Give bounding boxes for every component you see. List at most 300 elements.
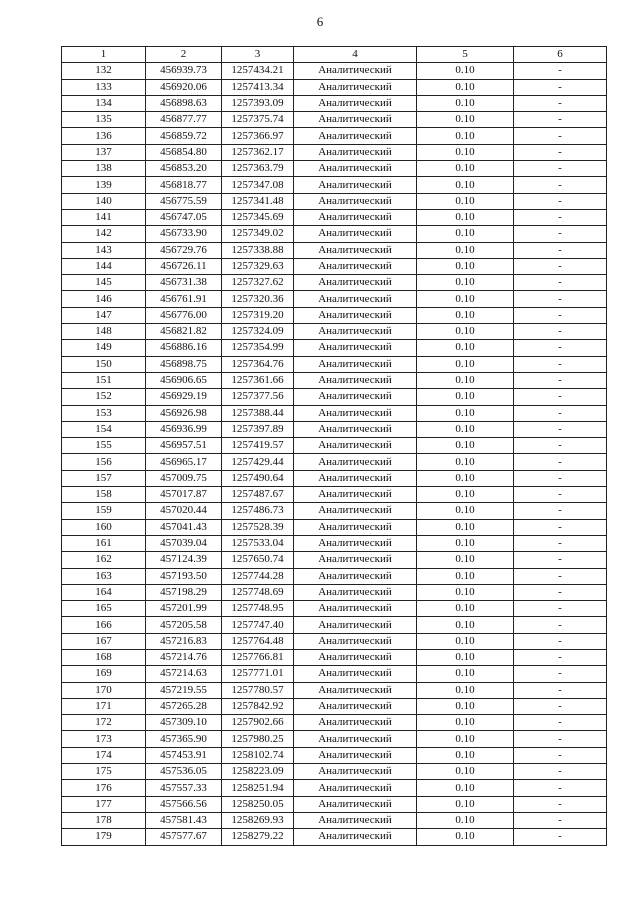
table-row — [62, 601, 607, 617]
x-coordinate-cell: 457017.87 — [146, 487, 222, 503]
point-number-cell: 155 — [62, 438, 146, 454]
table-row — [62, 617, 607, 633]
point-number-cell: 134 — [62, 95, 146, 111]
column-header: 3 — [222, 47, 294, 63]
point-number-cell: 169 — [62, 666, 146, 682]
method-cell: Аналитический — [294, 307, 417, 323]
note-cell: - — [514, 307, 607, 323]
accuracy-cell: 0.10 — [417, 470, 514, 486]
accuracy-cell: 0.10 — [417, 633, 514, 649]
point-number-cell: 138 — [62, 161, 146, 177]
note-cell: - — [514, 144, 607, 160]
method-cell: Аналитический — [294, 372, 417, 388]
accuracy-cell: 0.10 — [417, 747, 514, 763]
note-cell: - — [514, 601, 607, 617]
method-cell: Аналитический — [294, 242, 417, 258]
method-cell: Аналитический — [294, 405, 417, 421]
point-number-cell: 173 — [62, 731, 146, 747]
method-cell: Аналитический — [294, 780, 417, 796]
point-number-cell: 178 — [62, 812, 146, 828]
point-number-cell: 159 — [62, 503, 146, 519]
method-cell: Аналитический — [294, 796, 417, 812]
point-number-cell: 153 — [62, 405, 146, 421]
point-number-cell: 167 — [62, 633, 146, 649]
table-row — [62, 438, 607, 454]
point-number-cell: 161 — [62, 535, 146, 551]
x-coordinate-cell: 456775.59 — [146, 193, 222, 209]
note-cell: - — [514, 780, 607, 796]
y-coordinate-cell: 1257650.74 — [222, 552, 294, 568]
x-coordinate-cell: 457198.29 — [146, 584, 222, 600]
point-number-cell: 162 — [62, 552, 146, 568]
method-cell: Аналитический — [294, 389, 417, 405]
point-number-cell: 142 — [62, 226, 146, 242]
column-header: 6 — [514, 47, 607, 63]
accuracy-cell: 0.10 — [417, 454, 514, 470]
note-cell: - — [514, 405, 607, 421]
point-number-cell: 135 — [62, 112, 146, 128]
accuracy-cell: 0.10 — [417, 161, 514, 177]
method-cell: Аналитический — [294, 812, 417, 828]
point-number-cell: 176 — [62, 780, 146, 796]
note-cell: - — [514, 470, 607, 486]
method-cell: Аналитический — [294, 584, 417, 600]
y-coordinate-cell: 1257320.36 — [222, 291, 294, 307]
note-cell: - — [514, 291, 607, 307]
x-coordinate-cell: 457219.55 — [146, 682, 222, 698]
point-number-cell: 149 — [62, 340, 146, 356]
method-cell: Аналитический — [294, 829, 417, 845]
x-coordinate-cell: 457214.63 — [146, 666, 222, 682]
accuracy-cell: 0.10 — [417, 291, 514, 307]
note-cell: - — [514, 503, 607, 519]
table-row — [62, 666, 607, 682]
x-coordinate-cell: 457577.67 — [146, 829, 222, 845]
accuracy-cell: 0.10 — [417, 421, 514, 437]
point-number-cell: 158 — [62, 487, 146, 503]
note-cell: - — [514, 209, 607, 225]
y-coordinate-cell: 1257429.44 — [222, 454, 294, 470]
table-row — [62, 780, 607, 796]
x-coordinate-cell: 456936.99 — [146, 421, 222, 437]
point-number-cell: 143 — [62, 242, 146, 258]
accuracy-cell: 0.10 — [417, 258, 514, 274]
y-coordinate-cell: 1257377.56 — [222, 389, 294, 405]
note-cell: - — [514, 764, 607, 780]
page-number: 6 — [316, 14, 324, 29]
point-number-cell: 177 — [62, 796, 146, 812]
x-coordinate-cell: 457124.39 — [146, 552, 222, 568]
table-row — [62, 812, 607, 828]
method-cell: Аналитический — [294, 682, 417, 698]
table-row — [62, 682, 607, 698]
method-cell: Аналитический — [294, 340, 417, 356]
note-cell: - — [514, 584, 607, 600]
note-cell: - — [514, 112, 607, 128]
table-row — [62, 340, 607, 356]
y-coordinate-cell: 1257842.92 — [222, 698, 294, 714]
table-row — [62, 421, 607, 437]
note-cell: - — [514, 372, 607, 388]
x-coordinate-cell: 456726.11 — [146, 258, 222, 274]
y-coordinate-cell: 1257434.21 — [222, 63, 294, 79]
y-coordinate-cell: 1257487.67 — [222, 487, 294, 503]
accuracy-cell: 0.10 — [417, 715, 514, 731]
y-coordinate-cell: 1257329.63 — [222, 258, 294, 274]
accuracy-cell: 0.10 — [417, 764, 514, 780]
x-coordinate-cell: 456747.05 — [146, 209, 222, 225]
y-coordinate-cell: 1257780.57 — [222, 682, 294, 698]
method-cell: Аналитический — [294, 731, 417, 747]
accuracy-cell: 0.10 — [417, 372, 514, 388]
x-coordinate-cell: 457265.28 — [146, 698, 222, 714]
note-cell: - — [514, 242, 607, 258]
y-coordinate-cell: 1257364.76 — [222, 356, 294, 372]
point-number-cell: 165 — [62, 601, 146, 617]
method-cell: Аналитический — [294, 356, 417, 372]
method-cell: Аналитический — [294, 617, 417, 633]
method-cell: Аналитический — [294, 715, 417, 731]
accuracy-cell: 0.10 — [417, 812, 514, 828]
table-row — [62, 242, 607, 258]
x-coordinate-cell: 456733.90 — [146, 226, 222, 242]
point-number-cell: 137 — [62, 144, 146, 160]
y-coordinate-cell: 1257341.48 — [222, 193, 294, 209]
accuracy-cell: 0.10 — [417, 63, 514, 79]
x-coordinate-cell: 456818.77 — [146, 177, 222, 193]
x-coordinate-cell: 457365.90 — [146, 731, 222, 747]
x-coordinate-cell: 456859.72 — [146, 128, 222, 144]
accuracy-cell: 0.10 — [417, 275, 514, 291]
point-number-cell: 164 — [62, 584, 146, 600]
table-row — [62, 829, 607, 845]
method-cell: Аналитический — [294, 95, 417, 111]
x-coordinate-cell: 457309.10 — [146, 715, 222, 731]
method-cell: Аналитический — [294, 568, 417, 584]
x-coordinate-cell: 456821.82 — [146, 324, 222, 340]
note-cell: - — [514, 731, 607, 747]
note-cell: - — [514, 63, 607, 79]
y-coordinate-cell: 1257766.81 — [222, 649, 294, 665]
accuracy-cell: 0.10 — [417, 144, 514, 160]
method-cell: Аналитический — [294, 535, 417, 551]
note-cell: - — [514, 438, 607, 454]
y-coordinate-cell: 1257347.08 — [222, 177, 294, 193]
table-row — [62, 112, 607, 128]
note-cell: - — [514, 177, 607, 193]
y-coordinate-cell: 1257771.01 — [222, 666, 294, 682]
method-cell: Аналитический — [294, 698, 417, 714]
y-coordinate-cell: 1257327.62 — [222, 275, 294, 291]
point-number-cell: 157 — [62, 470, 146, 486]
note-cell: - — [514, 747, 607, 763]
table-header — [62, 47, 607, 63]
note-cell: - — [514, 552, 607, 568]
x-coordinate-cell: 456965.17 — [146, 454, 222, 470]
method-cell: Аналитический — [294, 666, 417, 682]
point-number-cell: 171 — [62, 698, 146, 714]
accuracy-cell: 0.10 — [417, 584, 514, 600]
y-coordinate-cell: 1257375.74 — [222, 112, 294, 128]
note-cell: - — [514, 617, 607, 633]
accuracy-cell: 0.10 — [417, 112, 514, 128]
table-row — [62, 324, 607, 340]
x-coordinate-cell: 456898.75 — [146, 356, 222, 372]
method-cell: Аналитический — [294, 291, 417, 307]
note-cell: - — [514, 193, 607, 209]
x-coordinate-cell: 457009.75 — [146, 470, 222, 486]
table-row — [62, 95, 607, 111]
accuracy-cell: 0.10 — [417, 356, 514, 372]
note-cell: - — [514, 487, 607, 503]
method-cell: Аналитический — [294, 112, 417, 128]
accuracy-cell: 0.10 — [417, 682, 514, 698]
y-coordinate-cell: 1257388.44 — [222, 405, 294, 421]
note-cell: - — [514, 649, 607, 665]
point-number-cell: 136 — [62, 128, 146, 144]
x-coordinate-cell: 456926.98 — [146, 405, 222, 421]
method-cell: Аналитический — [294, 470, 417, 486]
x-coordinate-cell: 456929.19 — [146, 389, 222, 405]
point-number-cell: 151 — [62, 372, 146, 388]
y-coordinate-cell: 1257362.17 — [222, 144, 294, 160]
point-number-cell: 145 — [62, 275, 146, 291]
method-cell: Аналитический — [294, 421, 417, 437]
table-row — [62, 584, 607, 600]
y-coordinate-cell: 1257980.25 — [222, 731, 294, 747]
y-coordinate-cell: 1258102.74 — [222, 747, 294, 763]
table-row — [62, 209, 607, 225]
accuracy-cell: 0.10 — [417, 226, 514, 242]
note-cell: - — [514, 682, 607, 698]
method-cell: Аналитический — [294, 454, 417, 470]
note-cell: - — [514, 698, 607, 714]
y-coordinate-cell: 1257748.69 — [222, 584, 294, 600]
column-header: 4 — [294, 47, 417, 63]
x-coordinate-cell: 456906.65 — [146, 372, 222, 388]
y-coordinate-cell: 1258269.93 — [222, 812, 294, 828]
table-row — [62, 503, 607, 519]
note-cell: - — [514, 829, 607, 845]
note-cell: - — [514, 796, 607, 812]
point-number-cell: 147 — [62, 307, 146, 323]
x-coordinate-cell: 457536.05 — [146, 764, 222, 780]
method-cell: Аналитический — [294, 552, 417, 568]
table-row — [62, 796, 607, 812]
point-number-cell: 148 — [62, 324, 146, 340]
table-row — [62, 128, 607, 144]
method-cell: Аналитический — [294, 161, 417, 177]
note-cell: - — [514, 454, 607, 470]
x-coordinate-cell: 457557.33 — [146, 780, 222, 796]
table-row — [62, 698, 607, 714]
column-header: 1 — [62, 47, 146, 63]
method-cell: Аналитический — [294, 487, 417, 503]
x-coordinate-cell: 457201.99 — [146, 601, 222, 617]
point-number-cell: 175 — [62, 764, 146, 780]
table-row — [62, 226, 607, 242]
method-cell: Аналитический — [294, 144, 417, 160]
table-row — [62, 372, 607, 388]
column-header: 5 — [417, 47, 514, 63]
header-row — [62, 47, 607, 63]
table-body — [62, 63, 607, 845]
method-cell: Аналитический — [294, 193, 417, 209]
method-cell: Аналитический — [294, 324, 417, 340]
table-row — [62, 454, 607, 470]
method-cell: Аналитический — [294, 79, 417, 95]
point-number-cell: 144 — [62, 258, 146, 274]
table-row — [62, 552, 607, 568]
note-cell: - — [514, 340, 607, 356]
table-row — [62, 144, 607, 160]
table-row — [62, 747, 607, 763]
accuracy-cell: 0.10 — [417, 535, 514, 551]
accuracy-cell: 0.10 — [417, 649, 514, 665]
y-coordinate-cell: 1257528.39 — [222, 519, 294, 535]
coordinates-table — [61, 46, 607, 846]
note-cell: - — [514, 79, 607, 95]
table-row — [62, 649, 607, 665]
x-coordinate-cell: 456886.16 — [146, 340, 222, 356]
y-coordinate-cell: 1257338.88 — [222, 242, 294, 258]
x-coordinate-cell: 456761.91 — [146, 291, 222, 307]
y-coordinate-cell: 1257748.95 — [222, 601, 294, 617]
note-cell: - — [514, 715, 607, 731]
x-coordinate-cell: 457041.43 — [146, 519, 222, 535]
point-number-cell: 141 — [62, 209, 146, 225]
point-number-cell: 179 — [62, 829, 146, 845]
table-row — [62, 535, 607, 551]
x-coordinate-cell: 457020.44 — [146, 503, 222, 519]
y-coordinate-cell: 1258250.05 — [222, 796, 294, 812]
y-coordinate-cell: 1257366.97 — [222, 128, 294, 144]
accuracy-cell: 0.10 — [417, 389, 514, 405]
y-coordinate-cell: 1257486.73 — [222, 503, 294, 519]
table-row — [62, 633, 607, 649]
accuracy-cell: 0.10 — [417, 177, 514, 193]
method-cell: Аналитический — [294, 258, 417, 274]
x-coordinate-cell: 457453.91 — [146, 747, 222, 763]
table-row — [62, 63, 607, 79]
x-coordinate-cell: 457216.83 — [146, 633, 222, 649]
point-number-cell: 174 — [62, 747, 146, 763]
table-row — [62, 487, 607, 503]
accuracy-cell: 0.10 — [417, 780, 514, 796]
accuracy-cell: 0.10 — [417, 617, 514, 633]
method-cell: Аналитический — [294, 747, 417, 763]
accuracy-cell: 0.10 — [417, 324, 514, 340]
x-coordinate-cell: 457039.04 — [146, 535, 222, 551]
x-coordinate-cell: 457214.76 — [146, 649, 222, 665]
note-cell: - — [514, 258, 607, 274]
note-cell: - — [514, 812, 607, 828]
y-coordinate-cell: 1257393.09 — [222, 95, 294, 111]
x-coordinate-cell: 456920.06 — [146, 79, 222, 95]
y-coordinate-cell: 1257764.48 — [222, 633, 294, 649]
point-number-cell: 152 — [62, 389, 146, 405]
accuracy-cell: 0.10 — [417, 193, 514, 209]
x-coordinate-cell: 457205.58 — [146, 617, 222, 633]
method-cell: Аналитический — [294, 128, 417, 144]
table-row — [62, 405, 607, 421]
y-coordinate-cell: 1257324.09 — [222, 324, 294, 340]
table-row — [62, 470, 607, 486]
point-number-cell: 170 — [62, 682, 146, 698]
note-cell: - — [514, 633, 607, 649]
y-coordinate-cell: 1257419.57 — [222, 438, 294, 454]
y-coordinate-cell: 1257361.66 — [222, 372, 294, 388]
x-coordinate-cell: 456939.73 — [146, 63, 222, 79]
note-cell: - — [514, 356, 607, 372]
note-cell: - — [514, 535, 607, 551]
point-number-cell: 154 — [62, 421, 146, 437]
table-row — [62, 715, 607, 731]
point-number-cell: 139 — [62, 177, 146, 193]
note-cell: - — [514, 519, 607, 535]
y-coordinate-cell: 1257345.69 — [222, 209, 294, 225]
y-coordinate-cell: 1257319.20 — [222, 307, 294, 323]
accuracy-cell: 0.10 — [417, 487, 514, 503]
note-cell: - — [514, 226, 607, 242]
accuracy-cell: 0.10 — [417, 829, 514, 845]
y-coordinate-cell: 1257490.64 — [222, 470, 294, 486]
x-coordinate-cell: 456957.51 — [146, 438, 222, 454]
method-cell: Аналитический — [294, 601, 417, 617]
accuracy-cell: 0.10 — [417, 552, 514, 568]
table-row — [62, 275, 607, 291]
method-cell: Аналитический — [294, 519, 417, 535]
table-row — [62, 356, 607, 372]
method-cell: Аналитический — [294, 764, 417, 780]
point-number-cell: 140 — [62, 193, 146, 209]
note-cell: - — [514, 324, 607, 340]
y-coordinate-cell: 1257744.28 — [222, 568, 294, 584]
accuracy-cell: 0.10 — [417, 503, 514, 519]
accuracy-cell: 0.10 — [417, 242, 514, 258]
table-row — [62, 79, 607, 95]
x-coordinate-cell: 456729.76 — [146, 242, 222, 258]
x-coordinate-cell: 456731.38 — [146, 275, 222, 291]
table-row — [62, 258, 607, 274]
y-coordinate-cell: 1257349.02 — [222, 226, 294, 242]
y-coordinate-cell: 1257363.79 — [222, 161, 294, 177]
x-coordinate-cell: 456898.63 — [146, 95, 222, 111]
accuracy-cell: 0.10 — [417, 568, 514, 584]
accuracy-cell: 0.10 — [417, 666, 514, 682]
method-cell: Аналитический — [294, 649, 417, 665]
accuracy-cell: 0.10 — [417, 796, 514, 812]
x-coordinate-cell: 457581.43 — [146, 812, 222, 828]
method-cell: Аналитический — [294, 177, 417, 193]
accuracy-cell: 0.10 — [417, 519, 514, 535]
accuracy-cell: 0.10 — [417, 128, 514, 144]
accuracy-cell: 0.10 — [417, 340, 514, 356]
x-coordinate-cell: 456877.77 — [146, 112, 222, 128]
table-row — [62, 731, 607, 747]
table-row — [62, 764, 607, 780]
x-coordinate-cell: 457566.56 — [146, 796, 222, 812]
point-number-cell: 172 — [62, 715, 146, 731]
point-number-cell: 133 — [62, 79, 146, 95]
method-cell: Аналитический — [294, 275, 417, 291]
table-row — [62, 307, 607, 323]
accuracy-cell: 0.10 — [417, 307, 514, 323]
point-number-cell: 160 — [62, 519, 146, 535]
point-number-cell: 146 — [62, 291, 146, 307]
table-row — [62, 519, 607, 535]
x-coordinate-cell: 456776.00 — [146, 307, 222, 323]
